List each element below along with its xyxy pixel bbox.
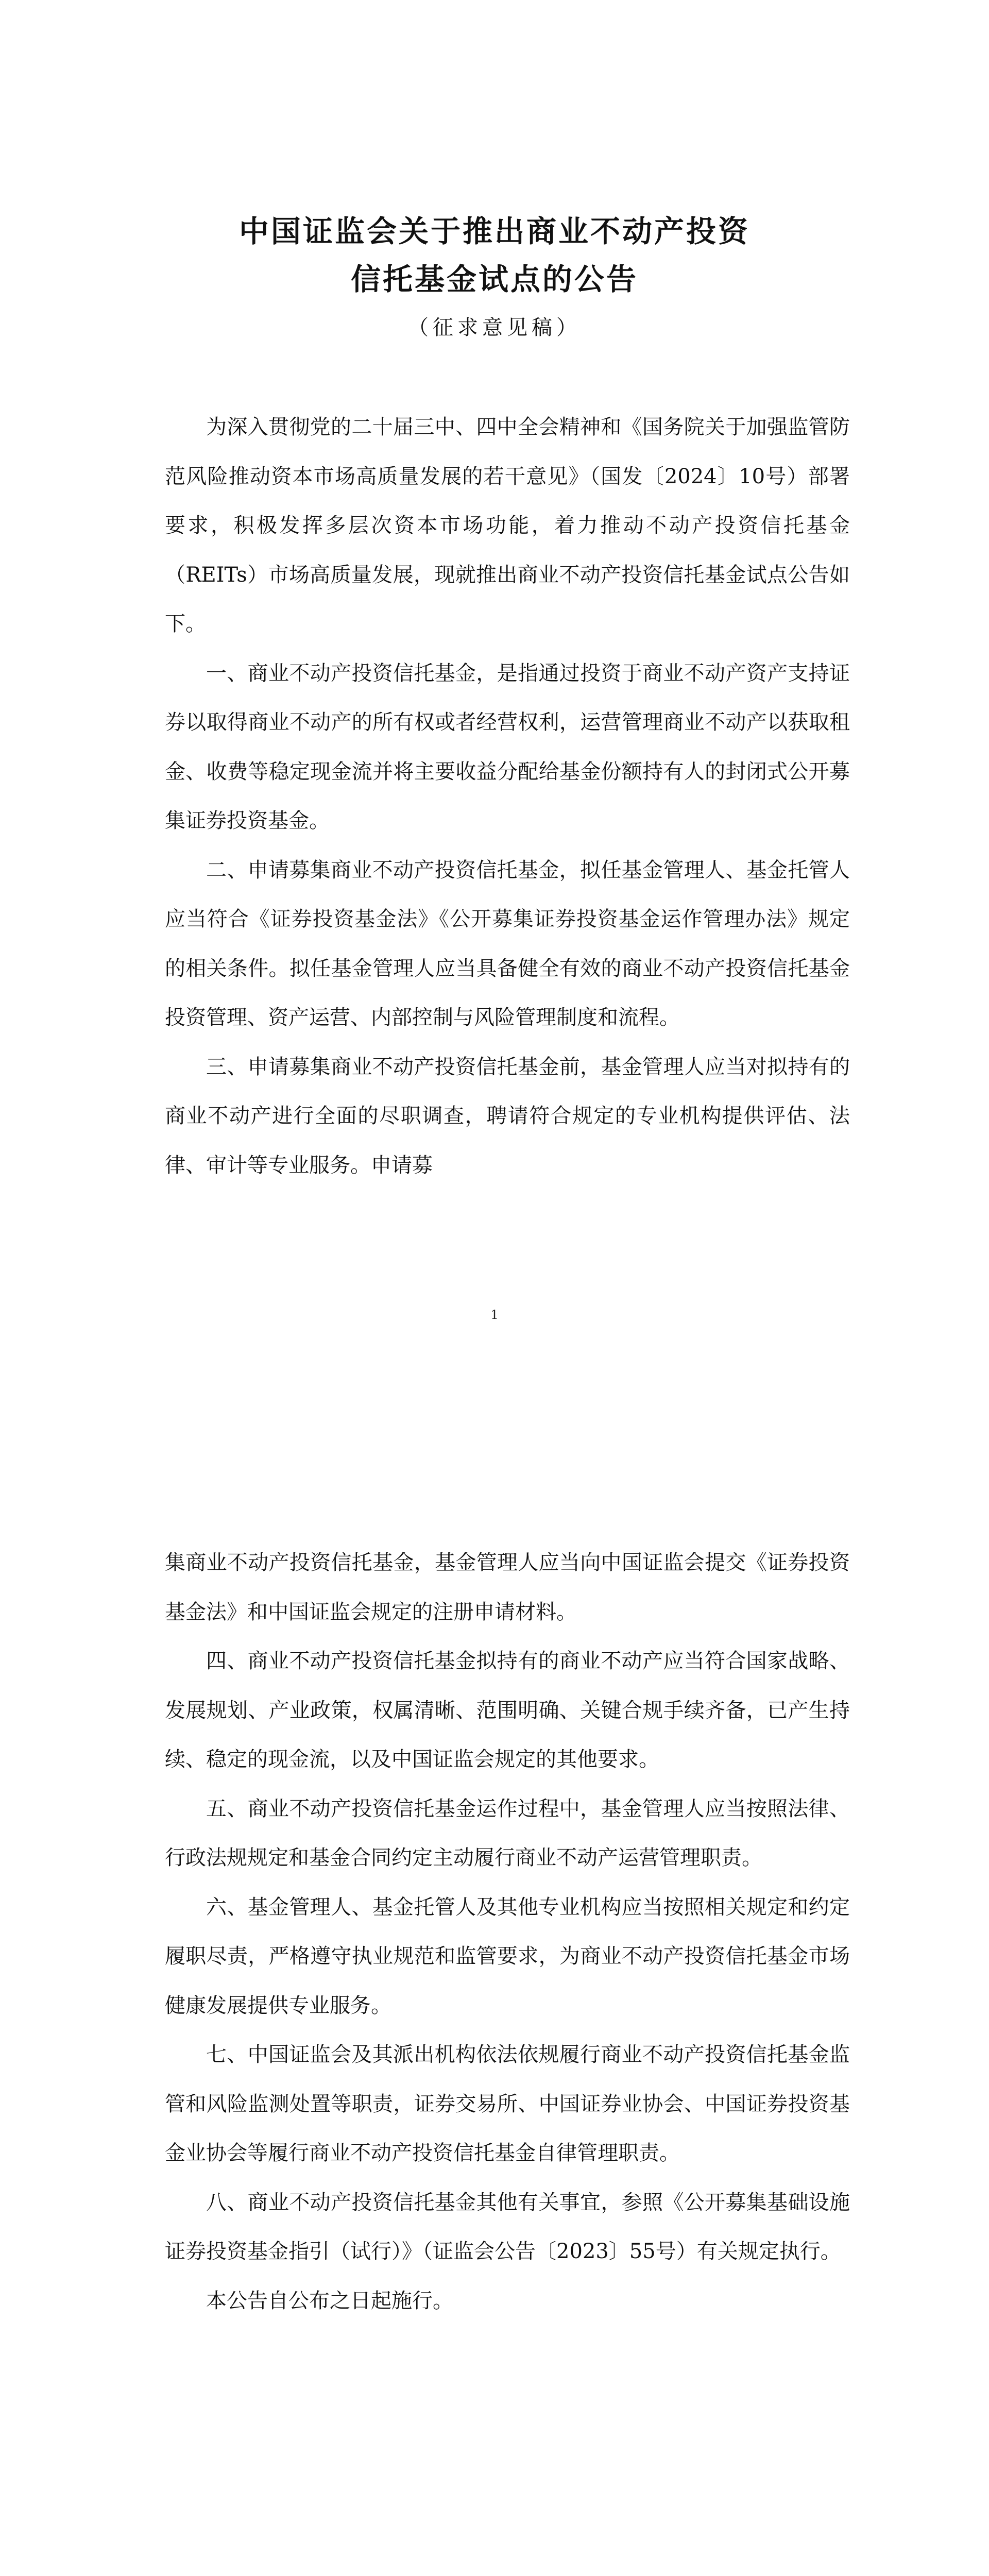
article-1-paragraph: 一、商业不动产投资信托基金，是指通过投资于商业不动产资产支持证券以取得商业不动产的所有权或者经营权利，运营管理商业不动产以获取租金、收费等稳定现金流并将主要收益分配给基金份额持有人的封闭式公开募集证券投资基金。: [165, 661, 850, 833]
effective-date-paragraph: 本公告自公布之日起施行。: [206, 2289, 453, 2313]
document-title-line-2: 信托基金试点的公告: [350, 262, 638, 297]
article-3-paragraph: 三、申请募集商业不动产投资信托基金前，基金管理人应当对拟持有的商业不动产进行全面的尽职调查，聘请符合规定的专业机构提供评估、法律、审计等专业服务。申请募: [165, 1055, 850, 1177]
document-page-2: [0, 1399, 989, 2576]
article-4-paragraph: 四、商业不动产投资信托基金拟持有的商业不动产应当符合国家战略、发展规划、产业政策，权属清晰、范围明确、关键合规手续齐备，已产生持续、稳定的现金流，以及中国证监会规定的其他要求。: [165, 1649, 850, 1771]
preamble-paragraph: 为深入贯彻党的二十届三中、四中全会精神和《国务院关于加强监管防范风险推动资本市场高质量发展的若干意见》（国发〔2024〕10号）部署要求，积极发挥多层次资本市场功能，着力推动不动产投资信托基金（REITs）市场高质量发展，现就推出商业不动产投资信托基金试点公告如下。: [165, 415, 850, 636]
page-1-body: [165, 403, 850, 1190]
article-6-paragraph: 六、基金管理人、基金托管人及其他专业机构应当按照相关规定和约定履职尽责，严格遵守执业规范和监管要求，为商业不动产投资信托基金市场健康发展提供专业服务。: [165, 1895, 850, 2018]
article-5-paragraph: 五、商业不动产投资信托基金运作过程中，基金管理人应当按照法律、行政法规规定和基金合同约定主动履行商业不动产运营管理职责。: [165, 1797, 850, 1870]
article-7-paragraph: 七、中国证监会及其派出机构依法依规履行商业不动产投资信托基金监管和风险监测处置等职责，证券交易所、中国证券业协会、中国证券投资基金业协会等履行商业不动产投资信托基金自律管理职责。: [165, 2043, 850, 2165]
article-2-paragraph: 二、申请募集商业不动产投资信托基金，拟任基金管理人、基金托管人应当符合《证券投资基金法》《公开募集证券投资基金运作管理办法》规定的相关条件。拟任基金管理人应当具备健全有效的商业不动产投资信托基金投资管理、资产运营、内部控制与风险管理制度和流程。: [165, 858, 850, 1029]
document-subtitle: （征求意见稿）: [408, 316, 581, 340]
document-title-line-1: 中国证监会关于推出商业不动产投资: [238, 214, 750, 249]
article-3-continued-paragraph: 集商业不动产投资信托基金，基金管理人应当向中国证监会提交《证券投资基金法》和中国证监会规定的注册申请材料。: [165, 1551, 850, 1624]
page-2-body: [165, 1538, 850, 2326]
article-8-paragraph: 八、商业不动产投资信托基金其他有关事宜，参照《公开募集基础设施证券投资基金指引（试行）》（证监会公告〔2023〕55号）有关规定执行。: [165, 2190, 850, 2263]
page-number-1: 1: [490, 1308, 499, 1322]
